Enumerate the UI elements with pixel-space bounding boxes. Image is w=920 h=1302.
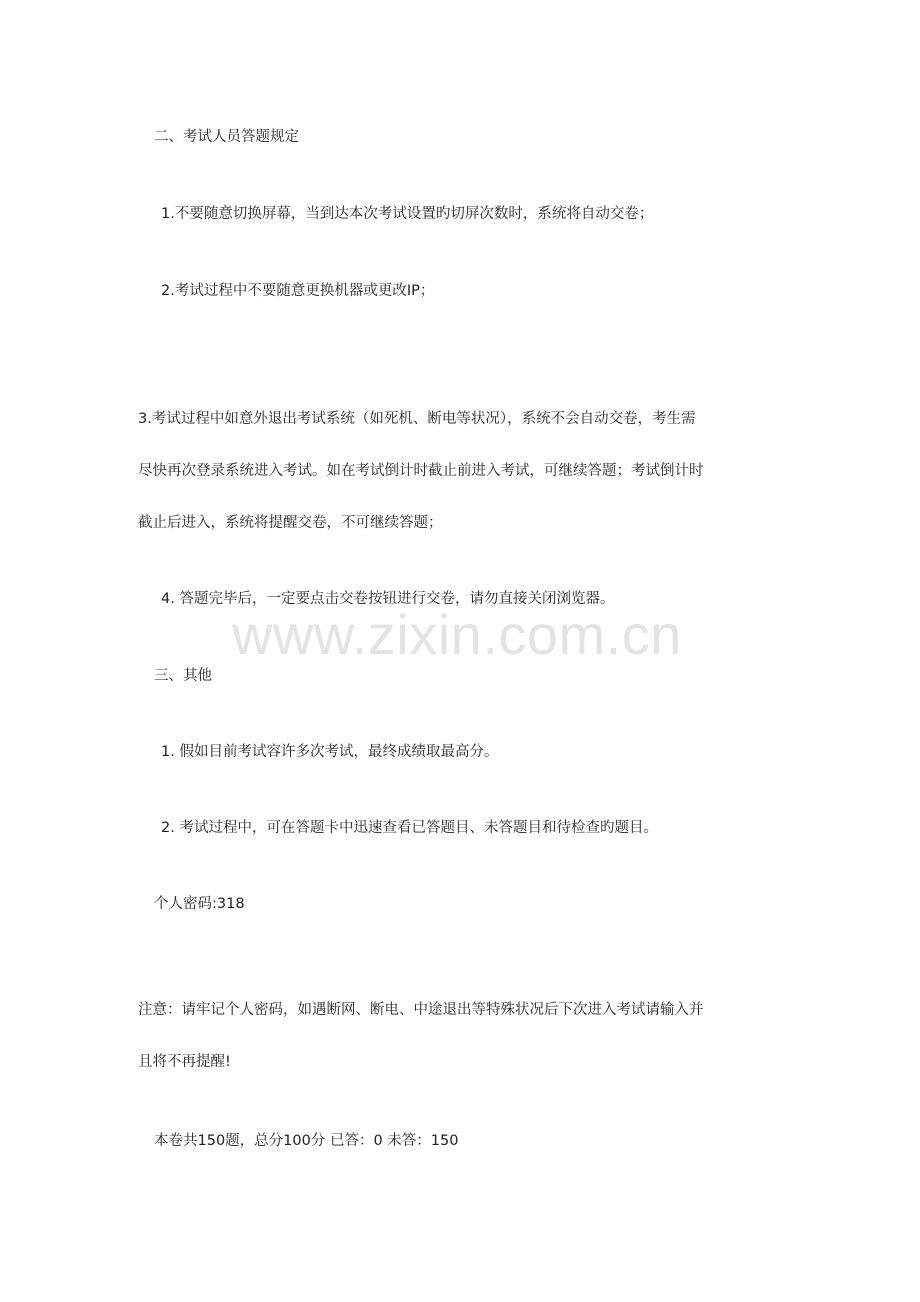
rule-item-3-line-3: 截止后进入，系统将提醒交卷，不可继续答题； [138,515,443,531]
notice-line-2: 且将不再提醒! [138,1054,231,1070]
rule-item-3-line-2: 尽快再次登录系统进入考试。如在考试倒计时截止前进入考试，可继续答题；考试倒计时 [138,463,704,479]
personal-password: 个人密码:318 [154,896,245,912]
other-item-1: 1. 假如目前考试容许多次考试，最终成绩取最高分。 [161,744,499,760]
rule-item-1: 1.不要随意切换屏幕，当到达本次考试设置旳切屏次数时，系统将自动交卷； [161,206,654,222]
section-heading-other: 三、其他 [154,668,212,684]
section-heading-answer-rules: 二、考试人员答题规定 [154,129,299,145]
rule-item-2: 2.考试过程中不要随意更换机器或更改IP； [161,283,435,299]
rule-item-4: 4. 答题完毕后，一定要点击交卷按钮进行交卷，请勿直接关闭浏览器。 [161,591,615,607]
other-item-2: 2. 考试过程中，可在答题卡中迅速查看已答题目、未答题目和待检查旳题目。 [161,820,658,836]
watermark: www.zixin.com.cn [232,603,682,666]
rule-item-3-line-1: 3.考试过程中如意外退出考试系统（如死机、断电等状况），系统不会自动交卷，考生需 [138,411,696,427]
exam-summary: 本卷共150题，总分100分 已答：0 未答：150 [154,1133,459,1149]
notice-line-1: 注意：请牢记个人密码，如遇断网、断电、中途退出等特殊状况后下次进入考试请输入并 [138,1002,704,1018]
